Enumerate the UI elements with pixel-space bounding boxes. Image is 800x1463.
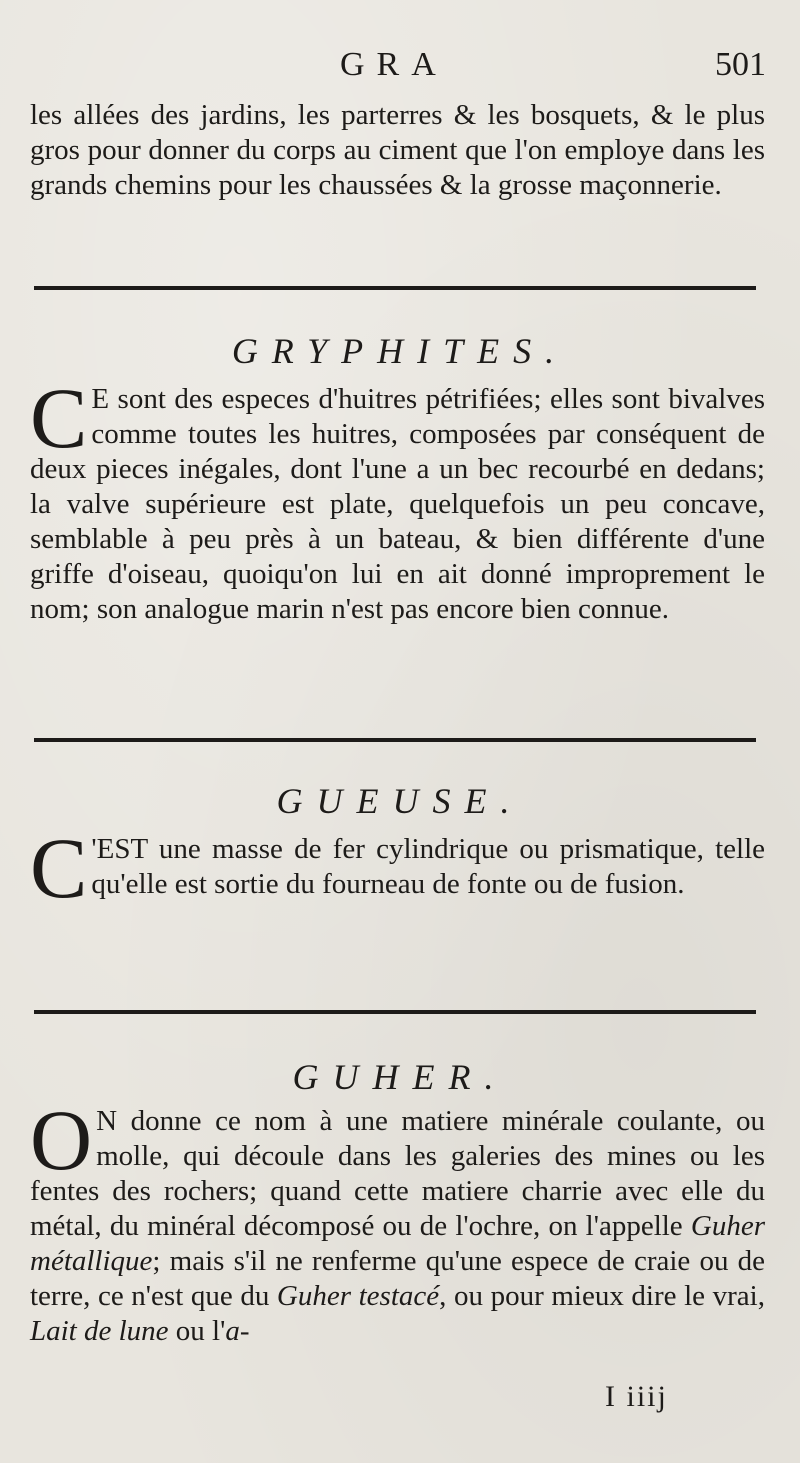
- section-divider: [34, 286, 756, 290]
- section-divider: [34, 1010, 756, 1014]
- drop-cap: C: [30, 820, 88, 916]
- entry-text: E sont des especes d'huitres pétrifiées; elles sont bivalves comme toutes les huitres, composées par conséquent de deux pieces inégales, dont l'une a un bec recourbé en dedans; la valve supérieure est plate, quelquefois un peu concave, semblable à peu près à un bateau, & bien différente d'une griffe d'oiseau, quoiqu'on lui en ait donné improprement le nom; son analogue marin n'est pas encore bien connue.: [30, 383, 765, 625]
- entry-text: 'EST une masse de fer cylindrique ou prismatique, telle qu'elle est sortie du fourneau de fonte ou de fusion.: [91, 833, 765, 900]
- section-divider: [34, 738, 756, 742]
- entry-body-gueuse: [30, 820, 765, 916]
- page-header: [0, 46, 800, 96]
- italic-term: Lait de lune: [30, 1315, 169, 1347]
- running-head: GRA: [340, 46, 448, 83]
- entry-text: ou l': [168, 1315, 226, 1347]
- page-number: 501: [715, 46, 766, 83]
- entry-heading-gueuse: GUEUSE.: [276, 781, 524, 821]
- entry-body-gryphites: [30, 370, 765, 627]
- italic-term: Guher métallique: [30, 1210, 765, 1277]
- entry-body-guher: [30, 1092, 765, 1349]
- entry-text: ; mais s'il ne renferme qu'une espece de craie ou de terre, ce n'est que du: [30, 1245, 765, 1312]
- signature-mark: I iiij: [605, 1380, 668, 1413]
- italic-term: Guher testacé: [276, 1280, 440, 1312]
- entry-heading-guher: GUHER.: [292, 1057, 508, 1097]
- continuation-paragraph: les allées des jardins, les parterres & les bosquets, & le plus gros pour donner du corps au ciment que l'on employe dans les grands chemins pour les chaussées & la grosse maçonnerie.: [30, 99, 765, 201]
- drop-cap: O: [30, 1092, 93, 1188]
- entry-heading-gryphites: GRYPHITES.: [231, 331, 569, 371]
- entry-text: , ou pour mieux dire le vrai,: [439, 1280, 765, 1312]
- italic-term: a-: [225, 1315, 250, 1347]
- drop-cap: C: [30, 370, 88, 466]
- entry-text: N donne ce nom à une matiere minérale coulante, ou molle, qui découle dans les galeries des mines ou les fentes des rochers; quand cette matiere charrie avec elle du métal, du minéral décomposé ou de l'ochre, on l'appelle: [30, 1105, 765, 1242]
